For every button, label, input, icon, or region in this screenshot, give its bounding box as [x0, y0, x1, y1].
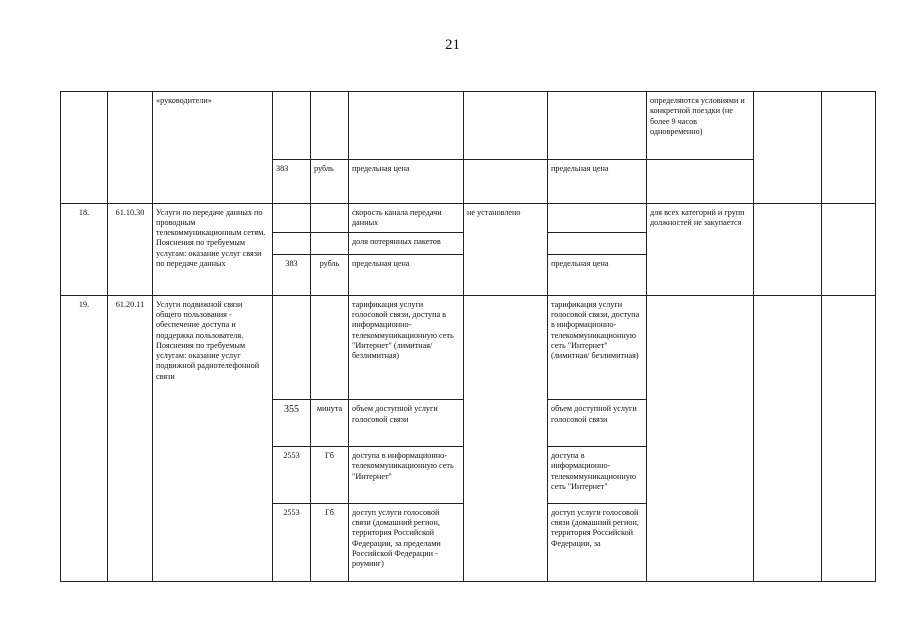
- cell-characteristic: предельная цена: [349, 159, 464, 203]
- cell-okei-code: [273, 232, 311, 254]
- cell-blank: [754, 203, 822, 295]
- page-number: 21: [445, 37, 460, 53]
- cell-blank: [754, 295, 822, 581]
- cell-characteristic-2: доступ услуги голосовой связи (домашний регион, территория Российской Федерации, за: [548, 503, 647, 581]
- cell-extra: [647, 159, 754, 203]
- cell-okei-code: [273, 92, 311, 160]
- cell-characteristic: доля потерянных пакетов: [349, 232, 464, 254]
- cell-characteristic: доступ услуги голосовой связи (домашний регион, территория Российской Федерации, за пределами Российской Федерации - роуминг): [349, 503, 464, 581]
- cell-characteristic: предельная цена: [349, 255, 464, 296]
- cell-unit: [311, 203, 349, 232]
- cell-characteristic: скорость канала передачи данных: [349, 203, 464, 232]
- cell-characteristic-2: предельная цена: [548, 159, 647, 203]
- cell-value: не установлено: [464, 203, 548, 295]
- cell-blank: [822, 295, 876, 581]
- cell-num: 18.: [61, 203, 108, 295]
- cell-characteristic-2: объем доступной услуги голосовой связи: [548, 400, 647, 447]
- cell-num: [61, 92, 108, 204]
- procurement-table: [60, 91, 876, 582]
- cell-blank: [822, 92, 876, 204]
- cell-code: 61.20.11: [108, 295, 153, 581]
- cell-okei-code: 383: [273, 255, 311, 296]
- cell-okei-code: 383: [273, 159, 311, 203]
- cell-characteristic-2: предельная цена: [548, 255, 647, 296]
- cell-characteristic: тарификация услуги голосовой связи, доступа в информационно-телекоммуникационную сеть "Интернет" (лимитная/ безлимитная): [349, 295, 464, 399]
- table-row: [61, 295, 876, 399]
- cell-value: [464, 92, 548, 160]
- cell-okei-code: 355: [273, 400, 311, 447]
- cell-num: 19.: [61, 295, 108, 581]
- cell-okei-code: [273, 295, 311, 399]
- cell-unit: [311, 295, 349, 399]
- cell-name: Услуги по передаче данных по проводным телекоммуникационным сетям. Пояснения по требуемым услугам: оказание услуг связи по передаче данных: [153, 203, 273, 295]
- cell-code: [108, 92, 153, 204]
- cell-characteristic-2: [548, 232, 647, 254]
- cell-extra: определяются условиями и конкретной поездки (не более 9 часов одновременно): [647, 92, 754, 160]
- cell-unit: Гб: [311, 503, 349, 581]
- cell-name: Услуги подвижной связи общего пользования - обеспечение доступа и поддержка пользователя. Пояснения по требуемым услугам: оказание услуг подвижной радиотелефонной связи: [153, 295, 273, 581]
- cell-unit: рубль: [311, 159, 349, 203]
- cell-characteristic-2: [548, 92, 647, 160]
- cell-value: [464, 295, 548, 581]
- cell-name: «руководители»: [153, 92, 273, 204]
- cell-okei-code: [273, 203, 311, 232]
- cell-note: [647, 295, 754, 581]
- cell-characteristic: объем доступной услуги голосовой связи: [349, 400, 464, 447]
- cell-unit: рубль: [311, 255, 349, 296]
- cell-unit: Гб: [311, 447, 349, 504]
- cell-characteristic-2: доступа в информационно-телекоммуникационную сеть "Интернет": [548, 447, 647, 504]
- cell-note: для всех категорий и групп должностей не закупается: [647, 203, 754, 295]
- cell-okei-code: 2553: [273, 447, 311, 504]
- cell-blank: [754, 92, 822, 204]
- cell-code: 61.10.30: [108, 203, 153, 295]
- cell-unit: [311, 92, 349, 160]
- cell-okei-code: 2553: [273, 503, 311, 581]
- table-row: [61, 92, 876, 160]
- cell-blank: [822, 203, 876, 295]
- cell-characteristic-2: [548, 203, 647, 232]
- cell-characteristic: доступа в информационно-телекоммуникационную сеть "Интернет": [349, 447, 464, 504]
- table-row: [61, 203, 876, 232]
- cell-value: [464, 159, 548, 203]
- cell-unit: [311, 232, 349, 254]
- cell-characteristic: [349, 92, 464, 160]
- cell-unit: минута: [311, 400, 349, 447]
- cell-characteristic-2: тарификация услуги голосовой связи, доступа в информационно-телекоммуникационную сеть "Интернет" (лимитная/ безлимитная): [548, 295, 647, 399]
